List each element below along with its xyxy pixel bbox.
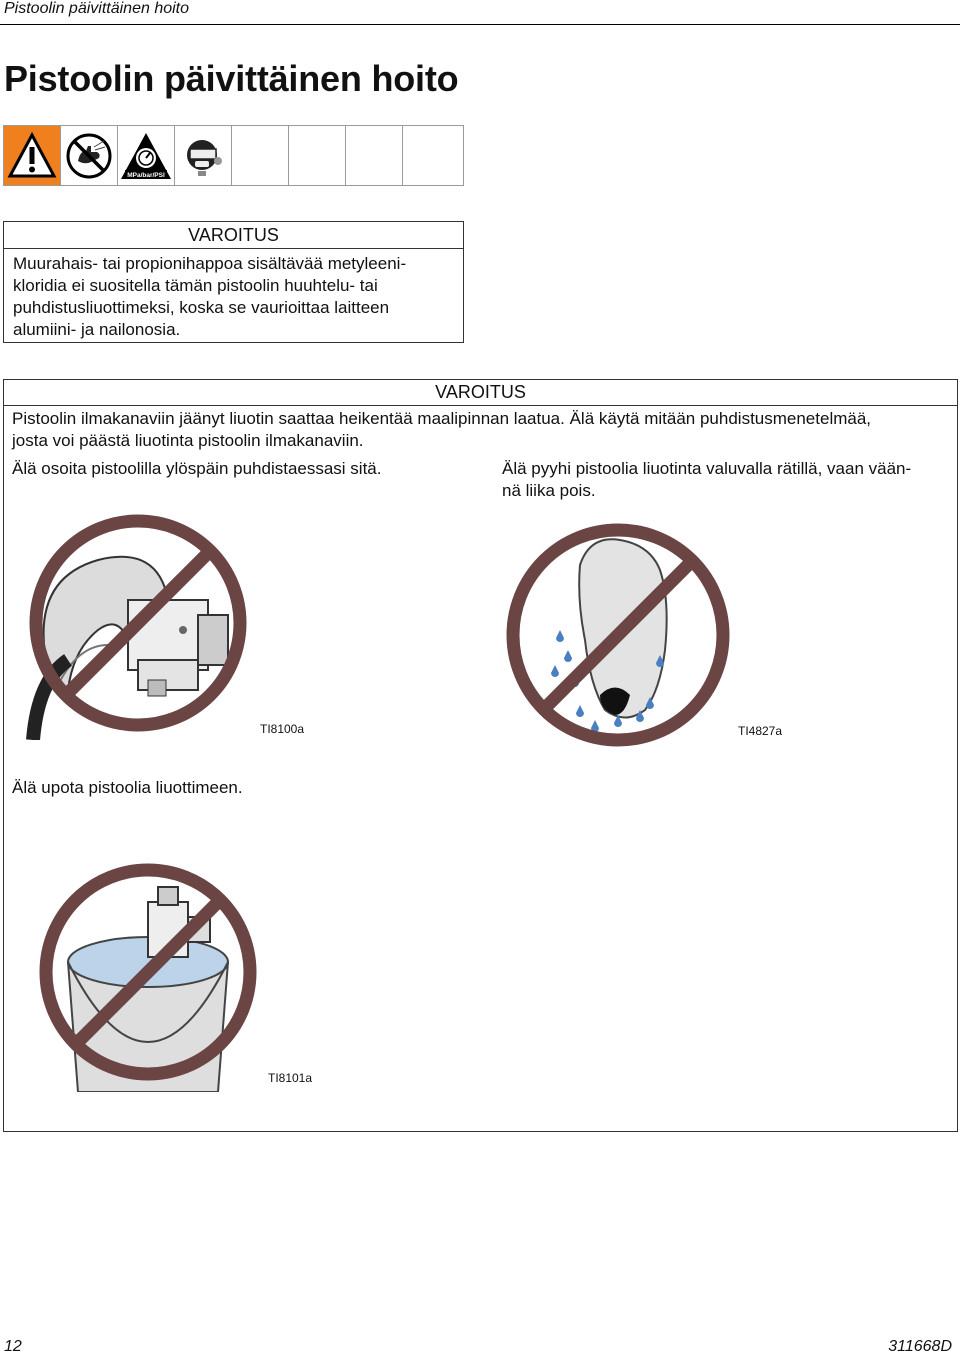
page-number: 12 <box>4 1338 22 1355</box>
warning-triangle-icon <box>4 126 61 185</box>
svg-text:MPa/bar/PSI: MPa/bar/PSI <box>127 171 165 179</box>
running-header: Pistoolin päivittäinen hoito <box>4 0 190 17</box>
hazard-icon-row <box>3 125 464 186</box>
warning-box-solvent <box>3 221 464 343</box>
item-do-not-wipe <box>502 458 911 502</box>
figure-gun-pointing-up <box>18 510 258 740</box>
empty-icon-cell <box>346 126 403 185</box>
warning-intro-line: josta voi päästä liuotinta pistoolin ilmakanaviin. <box>12 431 364 450</box>
item-do-not-point-up: Älä osoita pistoolilla ylöspäin puhdistaessasi sitä. <box>12 459 382 478</box>
warning-intro <box>12 408 952 452</box>
document-number: 311668D <box>888 1338 952 1355</box>
figure-dripping-rag <box>500 515 740 750</box>
warning-line: Muurahais- tai propionihappoa sisältävää metyleeni- <box>13 254 407 273</box>
item-do-not-immerse: Älä upota pistoolia liuottimeen. <box>12 778 243 797</box>
figure-id-TI8100a: TI8100a <box>260 722 305 736</box>
empty-icon-cell <box>232 126 289 185</box>
page-title: Pistoolin päivittäinen hoito <box>4 58 459 99</box>
warning-line: kloridia ei suositella tämän pistoolin huuhtelu- tai <box>13 276 378 295</box>
item-line: Älä pyyhi pistoolia liuotinta valuvalla rätillä, vaan vään- <box>502 459 912 478</box>
no-hand-spray-icon <box>61 126 118 185</box>
header-rule <box>0 24 960 25</box>
empty-icon-cell <box>289 126 346 185</box>
warning-title: VAROITUS <box>188 225 279 245</box>
warning-title: VAROITUS <box>435 382 526 402</box>
figure-gun-in-bucket <box>28 862 268 1092</box>
pressure-gauge-icon <box>118 126 175 185</box>
warning-text <box>4 249 463 341</box>
item-line: nä liika pois. <box>502 481 596 500</box>
warning-line: alumiini- ja nailonosia. <box>13 320 181 339</box>
warning-title-rule <box>4 405 957 406</box>
warning-intro-line: Pistoolin ilmakanaviin jäänyt liuotin saattaa heikentää maalipinnan laatua. Älä käytä mitään puhdistusmenetelmää, <box>12 409 872 428</box>
face-protection-icon <box>175 126 232 185</box>
figure-id-TI8101a: TI8101a <box>268 1071 313 1085</box>
warning-line: puhdistusliuottimeksi, koska se vaurioittaa laitteen <box>13 298 390 317</box>
empty-icon-cell <box>403 126 460 185</box>
figure-id-TI4827a: TI4827a <box>738 724 783 738</box>
